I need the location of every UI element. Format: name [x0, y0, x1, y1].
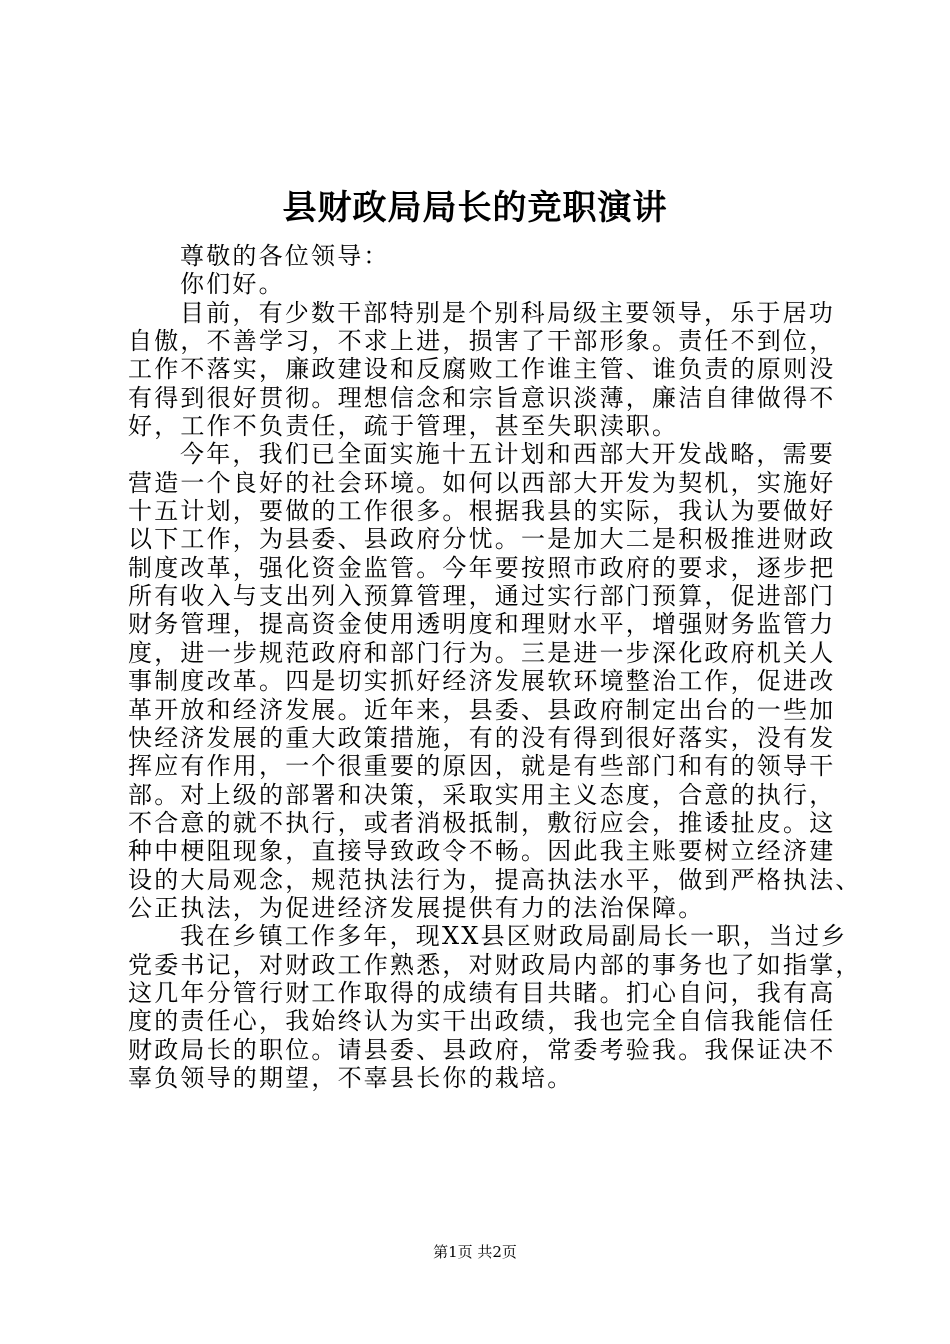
- paragraph-line: 度的责任心，我始终认为实干出政绩，我也完全自信我能信任: [128, 1007, 836, 1036]
- paragraph-line: 以下工作，为县委、县政府分忧。一是加大二是积极推进财政: [128, 525, 836, 554]
- paragraph-line: 十五计划，要做的工作很多。根据我县的实际，我认为要做好: [128, 497, 836, 526]
- paragraph-line: 今年，我们已全面实施十五计划和西部大开发战略，需要: [180, 440, 835, 469]
- paragraph-line: 革开放和经济发展。近年来，县委、县政府制定出台的一些加: [128, 695, 836, 724]
- paragraph-line: 种中梗阻现象，直接导致政令不畅。因此我主账要树立经济建: [128, 837, 836, 866]
- paragraph-line: 这几年分管行财工作取得的成绩有目共睹。扪心自问，我有高: [128, 978, 836, 1007]
- paragraph-line: 尊敬的各位领导：: [180, 242, 390, 270]
- paragraph-line: 工作不落实，廉政建设和反腐败工作谁主管、谁负责的原则没: [128, 355, 836, 384]
- paragraph-line: 设的大局观念，规范执法行为，提高执法水平，做到严格执法、: [128, 865, 862, 894]
- paragraph-line: 公正执法，为促进经济发展提供有力的法治保障。: [128, 893, 705, 922]
- paragraph-line: 目前，有少数干部特别是个别科局级主要领导，乐于居功: [180, 298, 835, 327]
- paragraph-line: 事制度改革。四是切实抓好经济发展软环境整治工作，促进改: [128, 667, 836, 696]
- paragraph-line: 所有收入与支出列入预算管理，通过实行部门预算，促进部门: [128, 582, 836, 611]
- paragraph-line: 党委书记，对财政工作熟悉，对财政局内部的事务也了如指掌，: [128, 950, 862, 979]
- paragraph-line: 好，工作不负责任，疏于管理，甚至失职渎职。: [128, 412, 679, 441]
- paragraph-line: 快经济发展的重大政策措施，有的没有得到很好落实，没有发: [128, 723, 836, 752]
- paragraph-line: 不合意的就不执行，或者消极抵制，敷衍应会，推诿扯皮。这: [128, 808, 836, 837]
- paragraph-line: 财政局长的职位。请县委、县政府，常委考验我。我保证决不: [128, 1035, 836, 1064]
- paragraph-line: 部。对上级的部署和决策，采取实用主义态度，合意的执行，: [128, 780, 836, 809]
- paragraph-line: 你们好。: [180, 270, 285, 299]
- paragraph-line: 度，进一步规范政府和部门行为。三是进一步深化政府机关人: [128, 638, 836, 667]
- document-title: 县财政局局长的竞职演讲: [282, 188, 668, 228]
- document-body: [128, 242, 862, 1092]
- paragraph-line: 挥应有作用，一个很重要的原因，就是有些部门和有的领导干: [128, 752, 836, 781]
- paragraph-line: 有得到很好贯彻。理想信念和宗旨意识淡薄，廉洁自律做得不: [128, 383, 836, 412]
- paragraph-line: 我在乡镇工作多年，现XX县区财政局副局长一职，当过乡: [180, 922, 848, 951]
- paragraph-line: 营造一个良好的社会环境。如何以西部大开发为契机，实施好: [128, 468, 836, 497]
- paragraph-line: 财务管理，提高资金使用透明度和理财水平，增强财务监管力: [128, 610, 836, 639]
- page-footer: 第1页 共2页: [433, 1243, 517, 1261]
- paragraph-line: 自傲，不善学习，不求上进，损害了干部形象。责任不到位，: [128, 327, 836, 356]
- paragraph-line: 制度改革，强化资金监管。今年要按照市政府的要求，逐步把: [128, 553, 836, 582]
- paragraph-line: 辜负领导的期望，不辜县长你的栽培。: [128, 1063, 574, 1092]
